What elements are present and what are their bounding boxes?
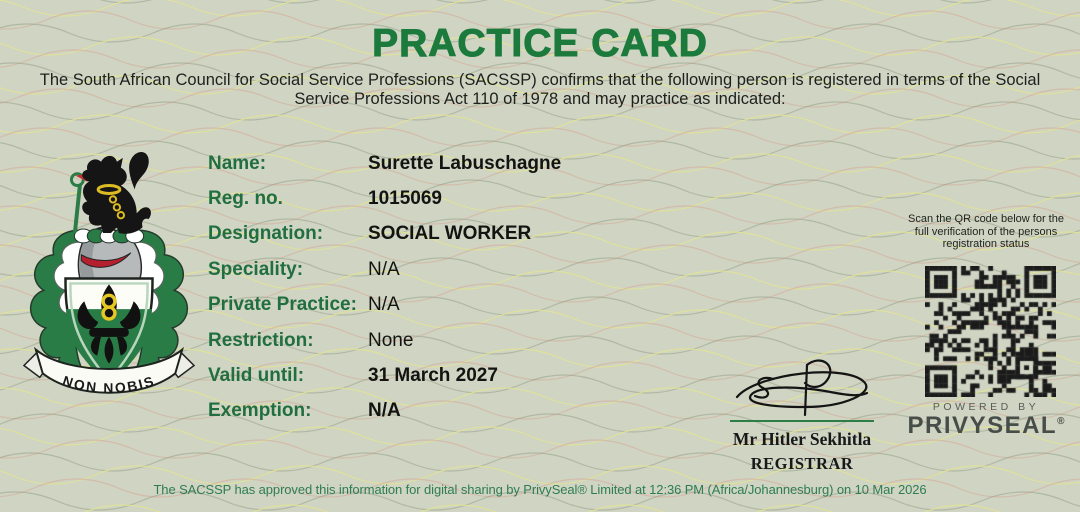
field-value-reg-no: 1015069 bbox=[368, 188, 442, 210]
field-row-private-practice bbox=[208, 288, 678, 323]
card-subtitle-line1: The South African Council for Social Service Professions (SACSSP) confirms that the following person is registered in terms of the Social bbox=[39, 71, 1041, 89]
field-row-restriction bbox=[208, 323, 678, 358]
lion-icon bbox=[71, 152, 151, 234]
field-value-private-practice: N/A bbox=[368, 294, 400, 316]
field-value-exemption: N/A bbox=[368, 400, 401, 422]
field-row-reg-no bbox=[208, 181, 678, 216]
registrar-name: Mr Hitler Sekhitla bbox=[732, 429, 872, 449]
field-value-name: Surette Labuschagne bbox=[368, 152, 562, 174]
field-label-reg-no: Reg. no. bbox=[208, 188, 283, 210]
field-value-speciality: N/A bbox=[368, 258, 400, 280]
approval-footer: The SACSSP has approved this information for digital sharing by PrivySeal® Limited at 12:36 PM (Africa/Johannesburg) on 10 Mar 2026 bbox=[153, 482, 927, 497]
card-subtitle-line2: Service Professions Act 110 of 1978 and may practice as indicated: bbox=[294, 90, 786, 108]
qr-code bbox=[925, 266, 1056, 397]
card-subtitle bbox=[0, 71, 1080, 109]
crest-motto: NON NOBIS bbox=[60, 372, 158, 396]
registered-trademark-symbol: ® bbox=[1057, 416, 1065, 427]
field-row-valid-until bbox=[208, 358, 678, 393]
registration-fields bbox=[208, 146, 678, 429]
registrar-role: REGISTRAR bbox=[750, 454, 854, 473]
privyseal-logo bbox=[900, 412, 1072, 440]
field-value-valid-until: 31 March 2027 bbox=[368, 365, 498, 387]
page-title: PRACTICE CARD bbox=[372, 22, 708, 65]
field-value-designation: SOCIAL WORKER bbox=[368, 223, 532, 245]
field-label-speciality: Speciality: bbox=[208, 258, 304, 280]
field-row-exemption bbox=[208, 394, 678, 429]
field-label-private-practice: Private Practice: bbox=[208, 294, 357, 316]
privyseal-wordmark: PRIVYSEAL bbox=[907, 412, 1058, 439]
registrar-signature bbox=[727, 357, 877, 419]
field-label-name: Name: bbox=[208, 152, 267, 174]
field-value-restriction: None bbox=[368, 329, 414, 351]
field-label-designation: Designation: bbox=[208, 223, 324, 245]
field-row-designation bbox=[208, 217, 678, 252]
field-label-exemption: Exemption: bbox=[208, 400, 312, 422]
field-label-restriction: Restriction: bbox=[208, 329, 314, 351]
qr-caption: Scan the QR code below for the full verification of the persons registration status bbox=[908, 213, 1064, 250]
sacssp-crest bbox=[20, 140, 198, 417]
signature-line bbox=[730, 420, 874, 422]
field-row-name bbox=[208, 146, 678, 181]
field-row-speciality bbox=[208, 252, 678, 287]
powered-by-label: POWERED BY bbox=[932, 401, 1040, 413]
field-label-valid-until: Valid until: bbox=[208, 365, 305, 387]
